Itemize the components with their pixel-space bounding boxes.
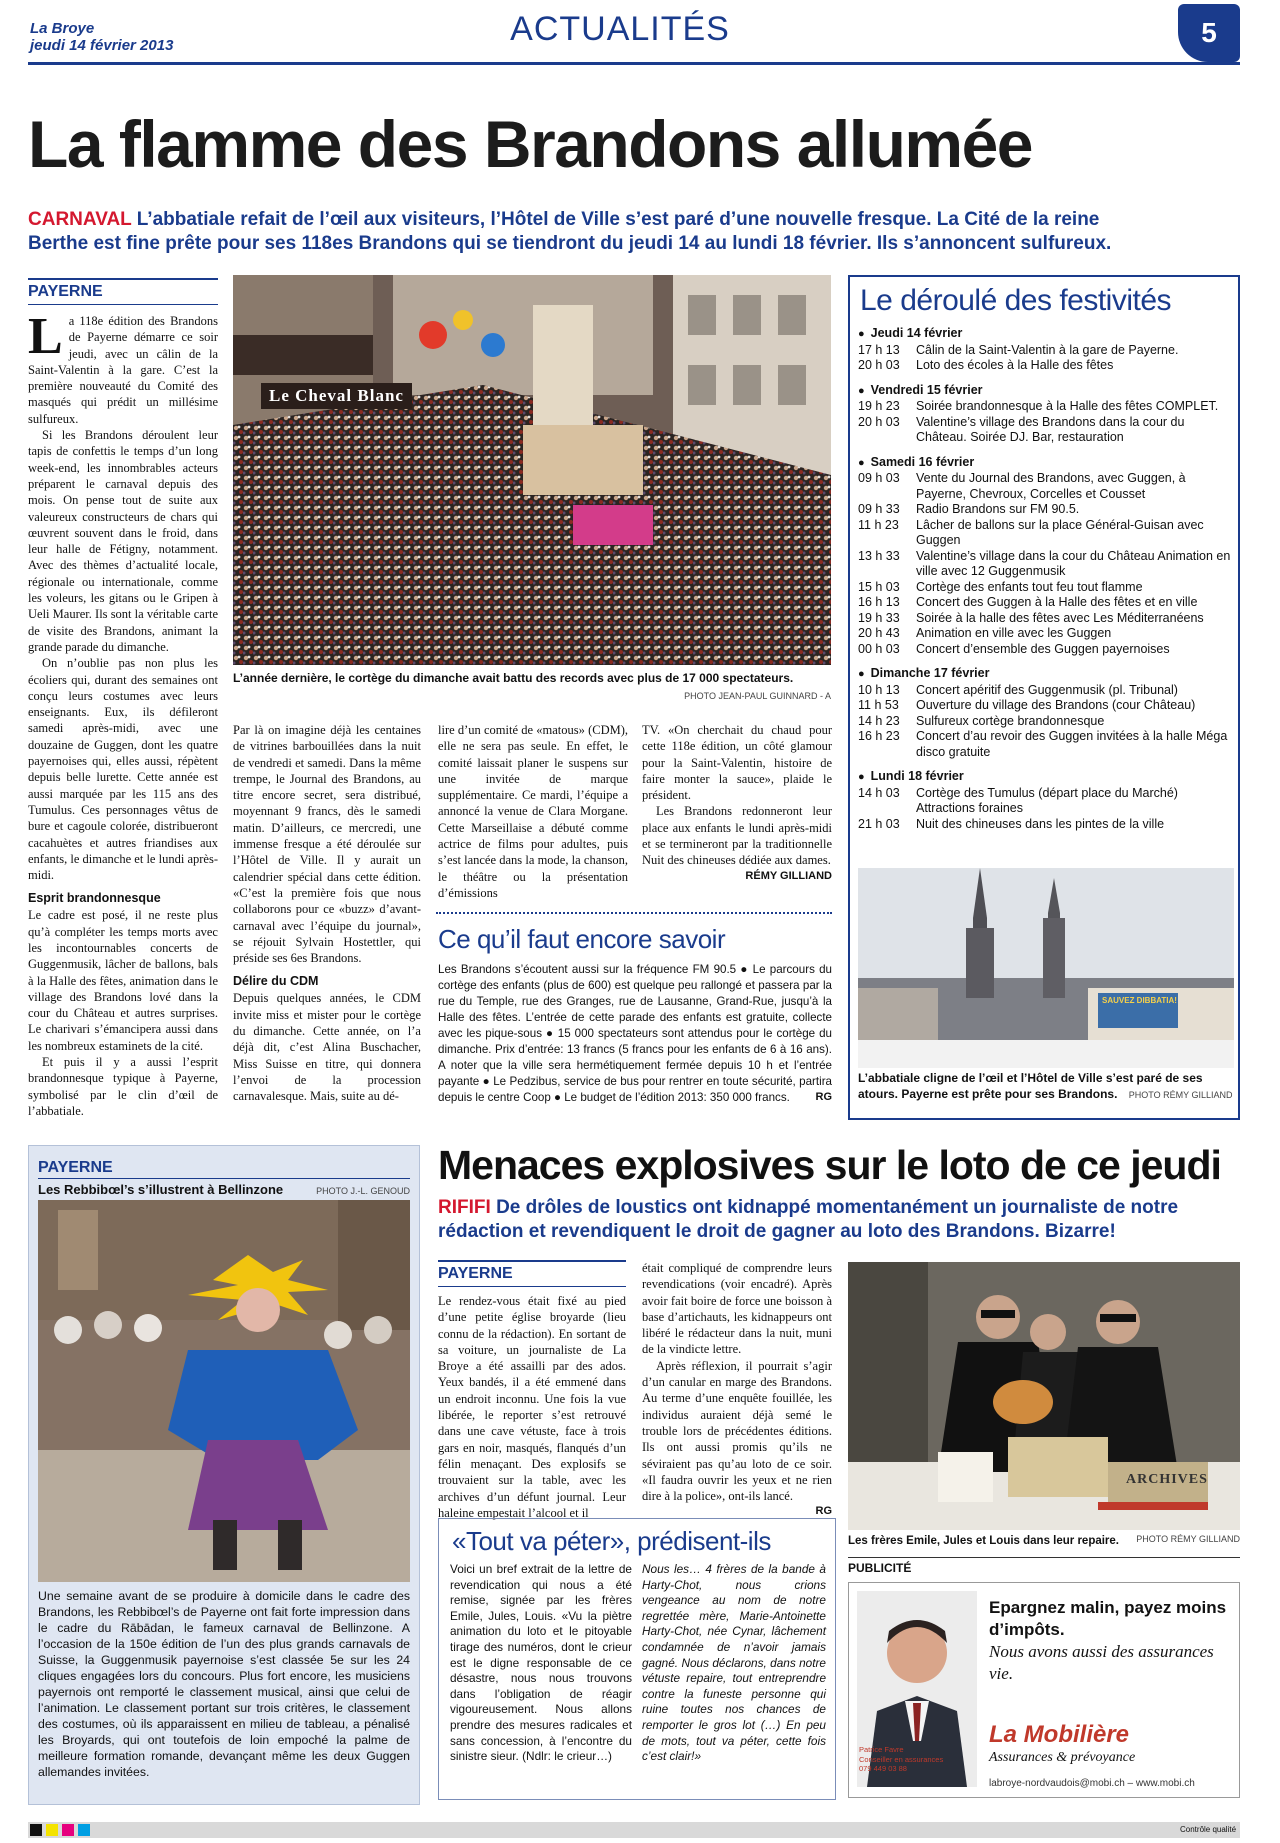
paragraph: Par là on imagine déjà les centaines de vitrines barbouillées dans la nuit de vendredi et samedi. Dans la même trempe, le Journal des Brandons, au titre encore secret, sera distribué, moyennant 9 francs, dès le samedi matin. D’ailleurs, ce mercredi, une immense fresque a été déroulée sur l’Hôtel de Ville. Il y aurait un calendrier spécial dans cette édition. «C’est la première fois que nous collaborons pour ce «buzz» d’avant-carnaval avec l’équipe du journal», se réjouit Sylvain Hostettler, qui préside ses 6es Brandons. (233, 723, 421, 966)
event-time: 11 h 23 (858, 517, 899, 532)
ad-person (859, 1745, 975, 1774)
main-headline: La flamme des Brandons allumée (28, 107, 1033, 181)
dropcap: L (28, 308, 63, 365)
ad-label: PUBLICITÉ (848, 1557, 1240, 1576)
main-standfirst (28, 208, 1240, 256)
article-body-col2 (233, 722, 421, 1105)
festivity-event (858, 817, 1234, 833)
ad-headline-1: Epargnez malin, payez moins d’impôts. (989, 1598, 1227, 1639)
event-time: 10 h 13 (858, 682, 900, 697)
archives-box-label: ARCHIVES (1126, 1472, 1208, 1487)
paragraph: Les Brandons redonneront leur place aux enfants le lundi après-midi et se termineront par la traditionnelle Nuit des chineuses dédiée aux dames. (642, 804, 832, 868)
photo-credit-abbey: PHOTO RÉMY GILLIAND (1128, 1090, 1233, 1100)
event-time: 11 h 53 (858, 698, 899, 712)
ad-contact[interactable]: labroye-nordvaudois@mobi.ch – www.mobi.ch (989, 1778, 1195, 1789)
event-text: Valentine’s village dans la cour du Château Animation en ville avec 12 Guggenmusik (916, 548, 1231, 578)
caption-text: L’abbatiale cligne de l’œil et l’Hôtel de Ville s’est paré de ses atours. Payerne est prête pour ses Brandons. (858, 1071, 1203, 1101)
rebbiboel-title: Les Rebbibœl’s s’illustrent à Bellinzone (38, 1182, 284, 1197)
menaces-col2 (642, 1260, 832, 1519)
event-text: Loto des écoles à la Halle des fêtes (916, 358, 1114, 372)
rebbiboel-text: Une semaine avant de se produire à domicile dans le cadre des Brandons, les Rebbibœl’s de Payerne ont fait forte impression dans le cadre du Rābādan, le fameux carnaval de Bellinzone. A l’occasion de la 150e édition de l’un des plus grands carnavals de Suisse, la Guggenmusik payernoise s’est classée 5e sur les 24 cliques engagées lors du concours. Plus fort encore, les musiciens payernois ont remporté le classement musical, ainsi que celui de l’animation. Le classement portant sur trois critères, le classement des costumes, où ils apparaissent en milieu de tableau, a pénalisé les Broyards, qui ont toutefois de loin empoché la palme de meilleure formation romande, devançant même les deux Guggen allemandes invitées. (38, 1589, 410, 1779)
festivity-event (858, 595, 1234, 611)
publication-date: jeudi 14 février 2013 (30, 37, 174, 54)
photo-caption-brothers (848, 1533, 1240, 1549)
event-text: Concert d’ensemble des Guggen payernoises (916, 641, 1170, 656)
event-time: 17 h 13 (858, 342, 900, 357)
menaces-headline: Menaces explosives sur le loto de ce jeudi (438, 1142, 1221, 1188)
caption-text: Les frères Emile, Jules et Louis dans leur repaire. (848, 1535, 1120, 1547)
paragraph: TV. «On cherchait du chaud pour cette 118e édition, un côté glamour pour la Saint-Valentin, histoire de faire monter la sauce», plaide le président. (642, 723, 832, 803)
event-text: Cortège des Tumulus (départ place du Marché) Attractions foraines (916, 785, 1178, 815)
page-number: 5 (1178, 4, 1240, 62)
quote-col1: Voici un bref extrait de la lettre de revendication qui nous a été remise, signée par les frères Emile, Jules, Louis. «Vu la piètre animation du loto et le pitoyable tirage des numéros, dont le crieur est le digne responsable de ce désastre, nous nous trouvons dans l’obligation de réagir vigoureusement. Nous allons prendre des mesures radicales et sans concession, à l’encontre du sinistre sieur. (Ndlr: le crieur…) (450, 1562, 632, 1764)
festivity-day: ● Lundi 18 février (858, 769, 1234, 786)
paragraph: était compliqué de comprendre leurs revendications (voir encadré). Après avoir fait boire de force une boisson à base d’artichauts, les kidnappeurs ont libéré le rédacteur dans la nuit, muni de la vindicte lettre. (642, 1261, 832, 1357)
paragraph: a 118e édition des Brandons de Payerne démarre ce soir jeudi, avec un câlin de la Saint-Valentin à la gare. C’est la première nouveauté du Comité des masqués qui prédit un millésime sulfureux. (28, 314, 218, 426)
event-time: 20 h 03 (858, 358, 900, 372)
color-swatch (78, 1824, 90, 1836)
festivity-day: ● Jeudi 14 février (858, 326, 1234, 343)
color-swatch (62, 1824, 74, 1836)
shop-sign-cheval-blanc: Le Cheval Blanc (261, 383, 412, 409)
author-signature: RÉMY GILLIAND (745, 869, 832, 882)
event-text: Concert des Guggen à la Halle des fêtes et en ville (916, 595, 1198, 609)
event-text: Soirée brandonnesque à la Halle des fêtes COMPLET. (916, 399, 1219, 413)
footer-quality: Contrôle qualité (1180, 1825, 1237, 1834)
quote-col2: Nous les… 4 frères de la bande à Harty-Chot, nous crions vengeance au nom de notre regrettée mère, Marie-Antoinette Harty-Chot, née Cynar, lâchement condamnée de n’avoir jamais gagné. Nous déclarons, dans notre vétuste repaire, tout entreprendre contre la funeste personne qui ruine toutes nos chances de remporter le gros lot (…) En peu de mots, tout va péter, cette fois c’est clair!» (642, 1562, 826, 1764)
festivity-day: ● Dimanche 17 février (858, 666, 1234, 683)
menaces-standfirst-line-2: rédaction et revendiquent le droit de gagner au loto des Brandons. Bizarre! (438, 1221, 1116, 1242)
menaces-standfirst-line-1: De drôles de loustics ont kidnappé momentanément un journaliste de notre (496, 1197, 1179, 1218)
festivity-event (858, 611, 1234, 627)
parade-photo (233, 275, 831, 665)
ad-mobiliere[interactable] (848, 1582, 1240, 1798)
paragraph: Si les Brandons déroulent leur tapis de confettis le temps d’un long week-end, les innombrables acteurs préparent le carnaval depuis des mois. On pense tout de suite aux valeureux constructeurs de chars qui œuvrent souvent dans le froid, dans leur halle de Fétigny, notamment. Avec des thèmes d’actualité locale, régionale ou internationale, comme les voleurs, les gitans ou le Gripen à Ueli Maurer. Ils sont la véritable carte de visite des Brandons, animant la grande parade du dimanche. (28, 428, 218, 654)
ad-person-name: Patrice Favre (859, 1745, 904, 1754)
festivity-event (858, 343, 1234, 359)
menaces-signature: RG (815, 1505, 832, 1518)
color-swatch (30, 1824, 42, 1836)
photo-caption-parade: L’année dernière, le cortège du dimanche avait battu des records avec plus de 17 000 spectateurs. (233, 671, 794, 685)
column-1 (28, 278, 218, 1119)
festivity-event (858, 786, 1234, 817)
ad-portrait (857, 1591, 977, 1787)
paragraph: Le cadre est posé, il ne reste plus qu’à compléter les temps morts avec les incontournables concerts de Guggenmusik, lâcher de ballons, bals à la Halle des fêtes, animation dans le village des Brandons lové dans la cour du Château et autres surprises. Le charivari s’émancipera aussi dans les nombreux estaminets de la cité. (28, 908, 218, 1053)
event-text: Ouverture du village des Brandons (cour Château) (916, 698, 1196, 712)
rebbiboel-photo (38, 1200, 410, 1582)
event-time: 14 h 23 (858, 713, 900, 728)
festivity-event (858, 683, 1234, 699)
header-rule (28, 62, 1240, 65)
menaces-body-col1 (438, 1293, 626, 1521)
section-title: ACTUALITÉS (510, 10, 730, 48)
festivity-event (858, 714, 1234, 730)
event-time: 15 h 03 (858, 579, 900, 594)
paragraph: Depuis quelques années, le CDM invite miss et mister pour le cortège du dimanche. Cette année, on l’a déjà dit, c’est Alina Buschacher, Miss Suisse en titre, qui donnera l’envoi de la procession carnavalesque. Mais, suite au dé- (233, 991, 421, 1104)
festivity-day: ● Vendredi 15 février (858, 383, 1234, 400)
subheading-esprit: Esprit brandonnesque (28, 891, 161, 906)
paragraph: Après réflexion, il pourrait s’agir d’un canular en marge des Brandons. Au terme d’une enquête fouillée, les individus auraient déjà semé le trouble lors de précédentes éditions. Ils ont aussi promis qu’ils ne séviraient pas qu’au loto de ce soir. «Il faudra ouvrir les yeux et ne rien dire à la police», ont-ils lancé. (642, 1358, 832, 1504)
event-text: Cortège des enfants tout feu tout flamme (916, 579, 1143, 594)
banner-text: SAUVEZ DIBBATIA! (1102, 996, 1177, 1005)
ad-copy (989, 1597, 1234, 1791)
rebbiboel-header (38, 1158, 410, 1199)
ad-tagline: Assurances & prévoyance (989, 1750, 1136, 1765)
event-text: Vente du Journal des Brandons, avec Guggen, à Payerne, Chevroux, Corcelles et Cousset (916, 471, 1186, 501)
festivity-event (858, 698, 1234, 714)
ad-brand: La Mobilière (989, 1721, 1130, 1748)
kicker-rififi: RIFIFI (438, 1197, 491, 1218)
festivity-event (858, 358, 1234, 374)
event-time: 16 h 23 (858, 729, 900, 743)
festivity-event (858, 580, 1234, 596)
subheading-delire: Délire du CDM (233, 974, 319, 989)
paragraph: Le rendez-vous était fixé au pied d’une petite église broyarde (lieu connu de la rédaction). En sortant de sa voiture, un journaliste de La Broye a été assailli par des ados. Yeux bandés, il a été emmené dans un endroit inconnu. Une fois la vue libérée, le reporter s’est retrouvé dans une cave vétuste, face à trois gars en noir, masqués, flanqués d’un félin menaçant. Des explosifs se trouvaient sur la table, avec les archives d’un défunt journal. Leur haleine empestait l’alcool et il (438, 1294, 626, 1520)
festivity-event (858, 642, 1234, 658)
festivity-day: ● Samedi 16 février (858, 455, 1234, 472)
festivity-event (858, 502, 1234, 518)
festivity-event (858, 518, 1234, 549)
ad-person-phone: 079 449 03 88 (859, 1764, 907, 1773)
rebbiboel-illustration (38, 1200, 410, 1582)
menaces-col1 (438, 1260, 626, 1521)
event-time: 19 h 33 (858, 610, 900, 625)
event-text: Animation en ville avec les Guggen (916, 626, 1112, 640)
know-body: Les Brandons s’écoutent aussi sur la fréquence FM 90.5 ● Le parcours du cortège des enfants (plus de 600) est quelque peu rallongé et passera par la rue du Temple, rue des Granges, rue de Lausanne, Grand-Rue, jusqu’à la Halle des fêtes. L’entrée de cette parade des enfants est gratuite, collecte avec les pique-sous ● 15 000 spectateurs sont attendus pour le cortège du dimanche. Prix d’entrée: 13 francs (5 francs pour les enfants de 6 à 16 ans). A noter que la ville sera hermétiquement fermée depuis 10 h et l’entrée payante ● Le Pedzibus, service de bus pour rentrer en toute sécurité, partira depuis le centre Coop ● Le budget de l’édition 2013: 350 000 francs. (438, 963, 832, 1104)
quote-title: «Tout va péter», prédisent-ils (452, 1526, 771, 1556)
menaces-section-label: PAYERNE (438, 1260, 626, 1287)
photo-caption-abbey (858, 1070, 1234, 1102)
event-time: 16 h 13 (858, 595, 900, 609)
event-time: 20 h 43 (858, 626, 900, 640)
festivity-event (858, 399, 1234, 415)
paragraph: Et puis il y a aussi l’esprit brandonnesque typique à Payerne, symbolisé par le clin d’œil de l’abbatiale. (28, 1055, 218, 1118)
rebbiboel-label: PAYERNE (38, 1159, 113, 1176)
festivities-list (858, 326, 1234, 832)
event-text: Radio Brandons sur FM 90.5. (916, 502, 1080, 516)
event-time: 21 h 03 (858, 816, 900, 831)
article-body-col3 (438, 722, 628, 901)
festivity-event (858, 626, 1234, 642)
photo-credit-parade: PHOTO JEAN-PAUL GUINNARD - A (684, 691, 831, 701)
ad-headline-2: Nous avons aussi des assurances vie. (989, 1642, 1214, 1683)
know-title: Ce qu’il faut encore savoir (438, 924, 726, 954)
standfirst-line-1: L’abbatiale refait de l’œil aux visiteurs, l’Hôtel de Ville s’est paré d’une nouvelle fresque. La Cité de la reine (136, 209, 1100, 230)
festivity-event (858, 729, 1234, 760)
event-time: 13 h 33 (858, 548, 900, 563)
menaces-standfirst (438, 1196, 1238, 1244)
event-text: Soirée à la halle des fêtes avec Les Méditerranéens (916, 610, 1204, 625)
section-label-payerne: PAYERNE (28, 278, 218, 305)
festivity-event (858, 471, 1234, 502)
festivities-title: Le déroulé des festivités (860, 284, 1172, 317)
parade-illustration (233, 275, 831, 665)
paragraph: On n’oublie pas non plus les écoliers qui, durant des semaines ont conçu leurs costumes avec leurs enseignants. Eux, ils défileront samedi après-midi, avec une douzaine de Guggen, dont les quatre payernoises qui, elles aussi, répètent depuis belle lurette. Cette année est aussi marquée par les 115 ans des Tumulus. Ces personnages vêtus de bure et cagoule colorée, distribueront cacahuètes et autres friandises aux enfants, le dimanche et le lundi après-midi. (28, 656, 218, 883)
event-text: Concert d’au revoir des Guggen invitées à la halle Méga disco gratuite (916, 729, 1228, 759)
event-time: 19 h 23 (858, 399, 900, 413)
know-text (438, 962, 832, 1106)
color-swatch (46, 1824, 58, 1836)
event-time: 09 h 33 (858, 502, 900, 516)
know-signature: RG (815, 1091, 832, 1103)
kicker-carnaval: CARNAVAL (28, 209, 132, 230)
event-text: Lâcher de ballons sur la place Général-Guisan avec Guggen (916, 517, 1204, 547)
article-body-col1 (28, 308, 218, 1119)
festivity-event (858, 415, 1234, 446)
festivity-event (858, 549, 1234, 580)
paragraph: lire d’un comité de «matous» (CDM), elle ne sera pas seule. En effet, le comité laissait planer le suspens sur une invitée de marque supplémentaire. Ce mardi, l’équipe a annoncé la venue de Clara Morgane. Cette Marseillaise a débuté comme actrice de films pour adultes, puis s’est lancée dans la mode, la chanson, le théâtre ou la présentation d’émissions (438, 723, 628, 900)
event-time: 14 h 03 (858, 785, 900, 800)
event-text: Concert apéritif des Guggenmusik (pl. Tribunal) (916, 682, 1178, 697)
publication-name: La Broye (30, 20, 95, 37)
brothers-illustration (848, 1262, 1240, 1530)
article-body-col4 (642, 722, 832, 884)
event-text: Sulfureux cortège brandonnesque (916, 713, 1105, 728)
event-text: Valentine’s village des Brandons dans la cour du Château. Soirée DJ. Bar, restauration (916, 414, 1185, 444)
event-time: 20 h 03 (858, 414, 900, 429)
standfirst-line-2: Berthe est fine prête pour ses 118es Brandons qui se tiendront du jeudi 14 au lundi 18 février. Ils s’annoncent sulfureux. (28, 233, 1112, 254)
event-text: Nuit des chineuses dans les pintes de la ville (916, 816, 1165, 831)
event-time: 00 h 03 (858, 641, 900, 656)
event-text: Câlin de la Saint-Valentin à la gare de Payerne. (916, 342, 1179, 357)
abbey-photo (858, 868, 1234, 1068)
brothers-photo (848, 1262, 1240, 1530)
footer-bar (28, 1822, 1240, 1838)
know-divider (436, 912, 832, 914)
rebbiboel-credit: PHOTO J.-L. GENOUD (316, 1186, 410, 1196)
photo-credit-brothers: PHOTO RÉMY GILLIAND (1136, 1534, 1240, 1544)
event-time: 09 h 03 (858, 471, 900, 485)
ad-person-role: Conseiller en assurances (859, 1754, 944, 1764)
abbey-illustration (858, 868, 1234, 1068)
